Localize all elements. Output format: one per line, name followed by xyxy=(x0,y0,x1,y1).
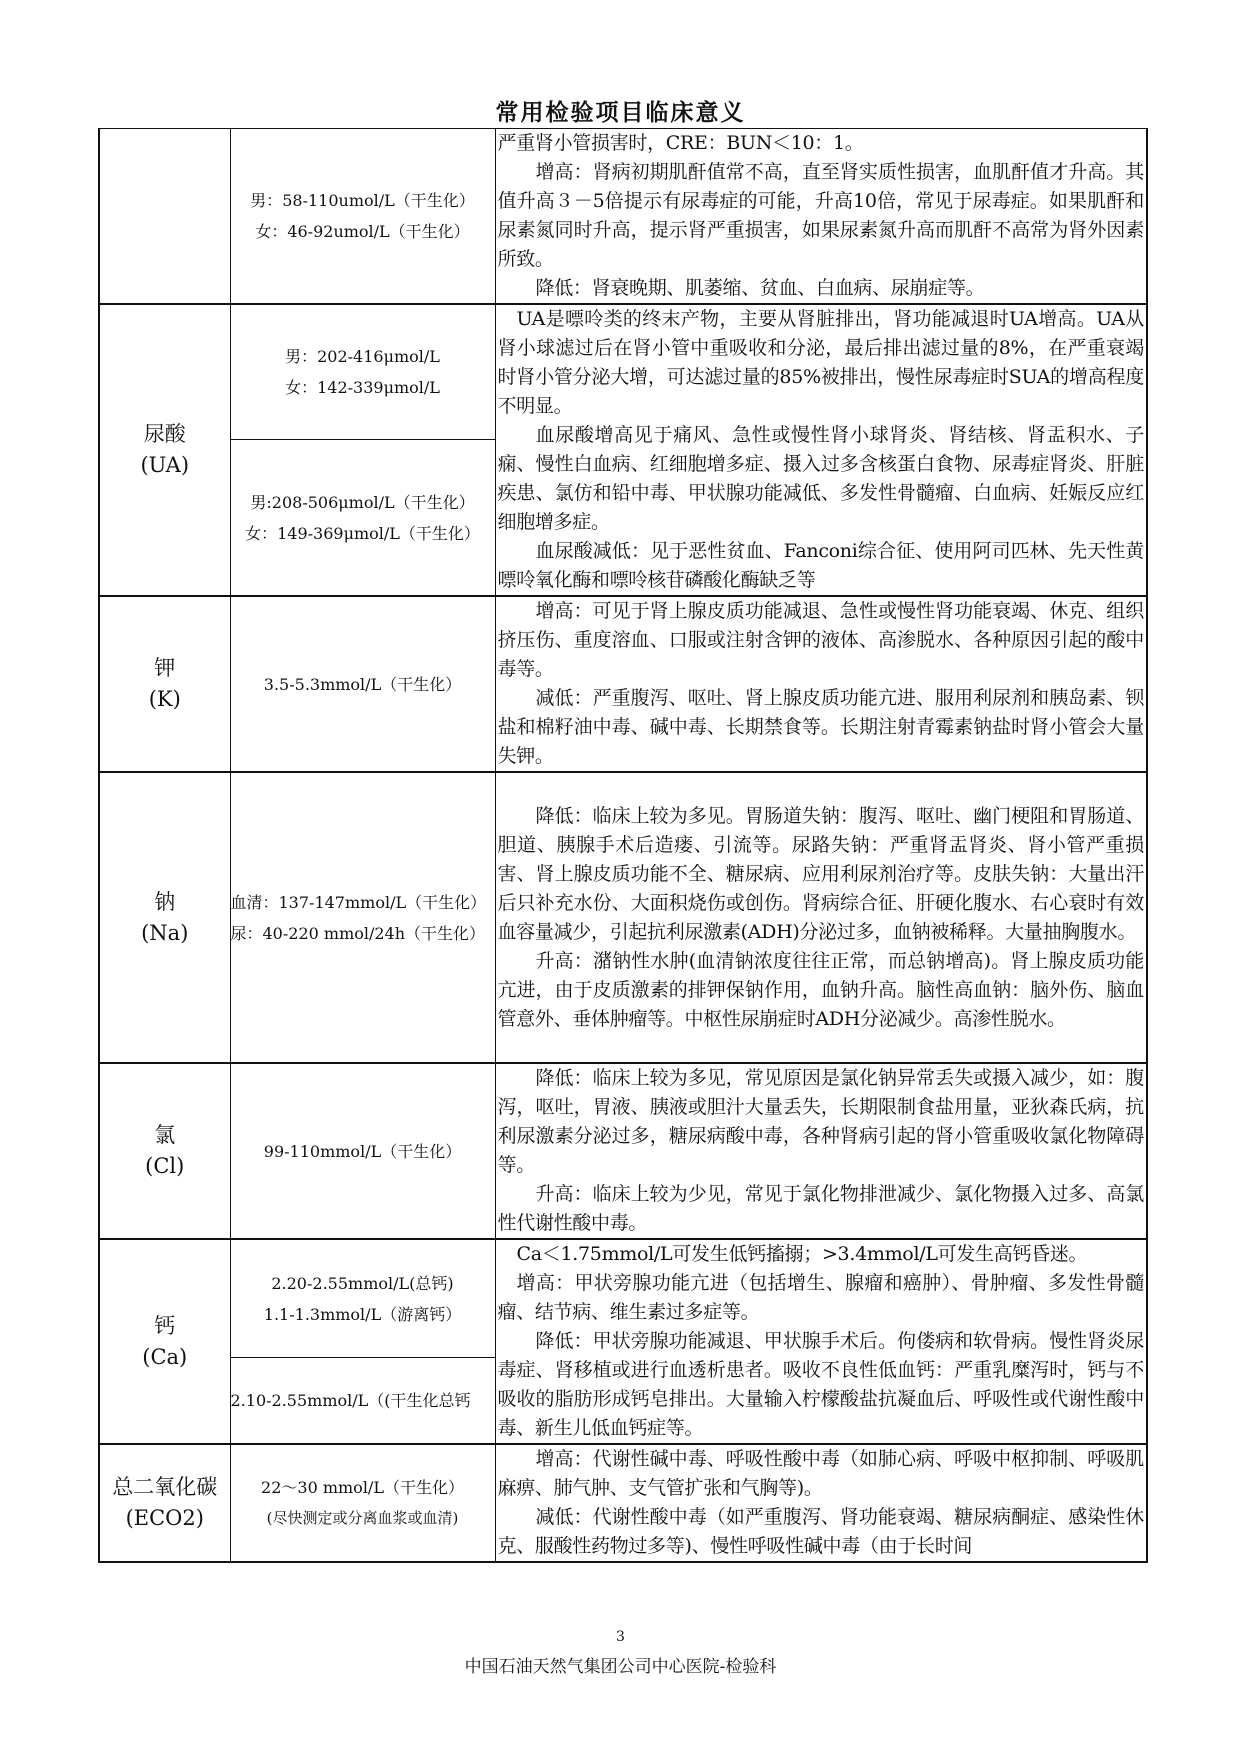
significance-paragraph: 降低：肾衰晚期、肌萎缩、贫血、白血病、尿崩症等。 xyxy=(535,277,985,299)
clinical-significance-cell xyxy=(495,1063,1147,1239)
table-row-calcium xyxy=(99,1239,1147,1358)
reference-range: 男：58-110umol/L（干生化） xyxy=(250,191,475,210)
reference-range-cell xyxy=(230,129,495,305)
significance-paragraph: 降低：临床上较为多见。胃肠道失钠：腹泻、呕吐、幽门梗阻和胃肠道、胆道、胰腺手术后造瘘、引流等。尿路失钠：严重肾盂肾炎、肾小管严重损害、肾上腺皮质功能不全、糖尿病、应用利尿剂治疗等。皮肤失钠：大量出汗后只补充水份、大面积烧伤或创伤。肾病综合征、肝硬化腹水、右心衰时有效血容量减少，引起抗利尿激素(ADH)分泌过多，血钠被稀释。大量抽胸腹水。 xyxy=(497,804,1144,943)
lab-items-table xyxy=(98,128,1148,1563)
item-abbreviation: (Ca) xyxy=(142,1344,188,1369)
significance-paragraph: 增高：肾病初期肌酐值常不高，直至肾实质性损害，血肌酐值才升高。其值升高３－5倍提示有尿毒症的可能，升高10倍，常见于尿毒症。如果肌酐和尿素氮同时升高，提示肾严重损害，如果尿素氮升高而肌酐不高常为肾外因素所致。 xyxy=(497,161,1144,270)
significance-paragraph: 血尿酸增高见于痛风、急性或慢性肾小球肾炎、肾结核、肾盂积水、子痫、慢性白血病、红细胞增多症、摄入过多含核蛋白食物、尿毒症肾炎、肝脏疾患、氯仿和铅中毒、甲状腺功能减低、多发性骨髓瘤、白血病、妊娠反应红细胞增多症。 xyxy=(497,424,1144,533)
item-abbreviation: (Cl) xyxy=(145,1154,185,1178)
significance-paragraph: 降低：临床上较为多见，常见原因是氯化钠异常丢失或摄入减少，如：腹泻，呕吐，胃液、胰液或胆汁大量丢失，长期限制食盐用量，亚狄森氏病，抗利尿激素分泌过多，糖尿病酸中毒，各种肾病引起的肾小管重吸收氯化物障碍等。 xyxy=(497,1067,1144,1176)
significance-paragraph: 增高：可见于肾上腺皮质功能减退、急性或慢性肾功能衰竭、休克、组织挤压伤、重度溶血、口服或注射含钾的液体、高渗脱水、各种原因引起的酸中毒等。 xyxy=(497,600,1144,680)
clinical-significance-cell xyxy=(495,129,1147,305)
page-number: 3 xyxy=(616,1629,625,1645)
item-name: 钠 xyxy=(154,889,176,914)
reference-range: 女：142-339μmol/L xyxy=(285,378,440,398)
reference-range-cell xyxy=(230,1239,495,1358)
item-name: 氯 xyxy=(154,1123,176,1147)
item-name-cell xyxy=(99,772,230,1063)
item-name: 总二氧化碳 xyxy=(112,1475,218,1499)
reference-range: 99-110mmol/L（干生化） xyxy=(263,1141,462,1161)
significance-paragraph: 减低：代谢性酸中毒（如严重腹泻、肾功能衰竭、糖尿病酮症、感染性休克、服酸性药物过多等)、慢性呼吸性碱中毒（由于长时间 xyxy=(497,1506,1144,1557)
item-name-cell xyxy=(99,1239,230,1444)
table-row-chloride xyxy=(99,1063,1147,1239)
reference-range: 3.5-5.3mmol/L（干生化） xyxy=(263,674,462,694)
significance-paragraph: 减低：严重腹泻、呕吐、肾上腺皮质功能亢进、服用利尿剂和胰岛素、钡盐和棉籽油中毒、碱中毒、长期禁食等。长期注射青霉素钠盐时肾小管会大量失钾。 xyxy=(497,687,1144,767)
reference-range: 2.20-2.55mmol/L(总钙) xyxy=(271,1273,454,1293)
item-abbreviation: (Na) xyxy=(141,920,189,945)
reference-range-cell xyxy=(230,304,495,440)
reference-range: 2.10-2.55mmol/L（(干生化总钙 xyxy=(230,1391,471,1411)
item-name-cell xyxy=(99,304,230,596)
clinical-significance-cell xyxy=(495,772,1147,1063)
item-abbreviation: (UA) xyxy=(140,453,190,477)
reference-range-cell xyxy=(230,1358,495,1444)
table-row-potassium xyxy=(99,596,1147,772)
reference-range: 血清：137-147mmol/L（干生化） xyxy=(230,892,487,912)
footer-hospital-name: 中国石油天然气集团公司中心医院-检验科 xyxy=(464,1657,777,1677)
reference-range: 尿：40-220 mmol/24h（干生化） xyxy=(230,923,486,943)
item-name: 尿酸 xyxy=(143,422,186,446)
significance-paragraph: 升高：潴钠性水肿(血清钠浓度往往正常，而总钠增高)。肾上腺皮质功能亢进，由于皮质激素的排钾保钠作用，血钠升高。脑性高血钠：脑外伤、脑血管意外、垂体肿瘤等。中枢性尿崩症时ADH分泌减少。高渗性脱水。 xyxy=(497,949,1144,1030)
clinical-significance-cell xyxy=(495,1239,1147,1444)
item-name: 钾 xyxy=(154,656,176,680)
reference-range-cell xyxy=(230,596,495,772)
reference-range: 男：202-416μmol/L xyxy=(285,347,440,367)
significance-paragraph: 增高：甲状旁腺功能亢进（包括增生、腺瘤和癌肿）、骨肿瘤、多发性骨髓瘤、结节病、维生素过多症等。 xyxy=(497,1272,1144,1323)
item-name-cell xyxy=(99,129,230,305)
reference-range: 男:208-506μmol/L（干生化） xyxy=(250,492,475,512)
table-row-sodium xyxy=(99,772,1147,1063)
significance-paragraph: 增高：代谢性碱中毒、呼吸性酸中毒（如肺心病、呼吸中枢抑制、呼吸肌麻痹、肺气肿、支气管扩张和气胸等)。 xyxy=(497,1448,1144,1499)
table-row-creatinine xyxy=(99,129,1147,305)
item-name-cell xyxy=(99,1063,230,1239)
reference-range-cell xyxy=(230,1063,495,1239)
clinical-significance-cell xyxy=(495,1444,1147,1562)
clinical-significance-cell xyxy=(495,304,1147,596)
reference-range: 1.1-1.3mmol/L（游离钙） xyxy=(263,1304,462,1324)
table-row-uric-acid xyxy=(99,304,1147,440)
item-name: 钙 xyxy=(154,1313,176,1338)
significance-paragraph: UA是嘌呤类的终末产物，主要从肾脏排出，肾功能减退时UA增高。UA从肾小球滤过后在肾小管中重吸收和分泌，最后排出滤过量的8%，在严重衰竭时肾小管分泌大增，可达滤过量的85%被排出，慢性尿毒症时SUA的增高程度不明显。 xyxy=(497,308,1144,417)
table-row-total-co2 xyxy=(99,1444,1147,1562)
item-abbreviation: (ECO2) xyxy=(125,1506,204,1530)
significance-paragraph: 血尿酸减低：见于恶性贫血、Fanconi综合征、使用阿司匹林、先天性黄嘌呤氧化酶和嘌呤核苷磷酸化酶缺乏等 xyxy=(497,540,1144,591)
significance-paragraph: 降低：甲状旁腺功能减退、甲状腺手术后。佝偻病和软骨病。慢性肾炎尿毒症、肾移植或进行血透析患者。吸收不良性低血钙：严重乳糜泻时，钙与不吸收的脂肪形成钙皂排出。大量输入柠檬酸盐抗凝血后、呼吸性或代谢性酸中毒、新生儿低血钙症等。 xyxy=(497,1330,1144,1439)
item-name-cell xyxy=(99,1444,230,1562)
reference-range-cell xyxy=(230,440,495,596)
reference-range: 女：46-92umol/L（干生化） xyxy=(255,222,470,241)
reference-range: 22～30 mmol/L（干生化） xyxy=(261,1478,464,1497)
reference-range: 女：149-369μmol/L（干生化） xyxy=(245,523,480,543)
reference-range-cell xyxy=(230,772,495,1063)
significance-paragraph: 升高：临床上较为少见，常见于氯化物排泄减少、氯化物摄入过多、高氯性代谢性酸中毒。 xyxy=(497,1183,1144,1234)
significance-paragraph: 严重肾小管损害时，CRE：BUN＜10：1。 xyxy=(497,132,864,154)
item-abbreviation: (K) xyxy=(148,687,181,711)
reference-note: (尽快测定或分离血浆或血清) xyxy=(266,1509,459,1527)
clinical-significance-cell xyxy=(495,596,1147,772)
significance-paragraph: Ca＜1.75mmol/L可发生低钙搐搦；>3.4mmol/L可发生高钙昏迷。 xyxy=(516,1243,1088,1265)
page-title: 常用检验项目临床意义 xyxy=(495,100,746,126)
item-name-cell xyxy=(99,596,230,772)
reference-range-cell xyxy=(230,1444,495,1562)
